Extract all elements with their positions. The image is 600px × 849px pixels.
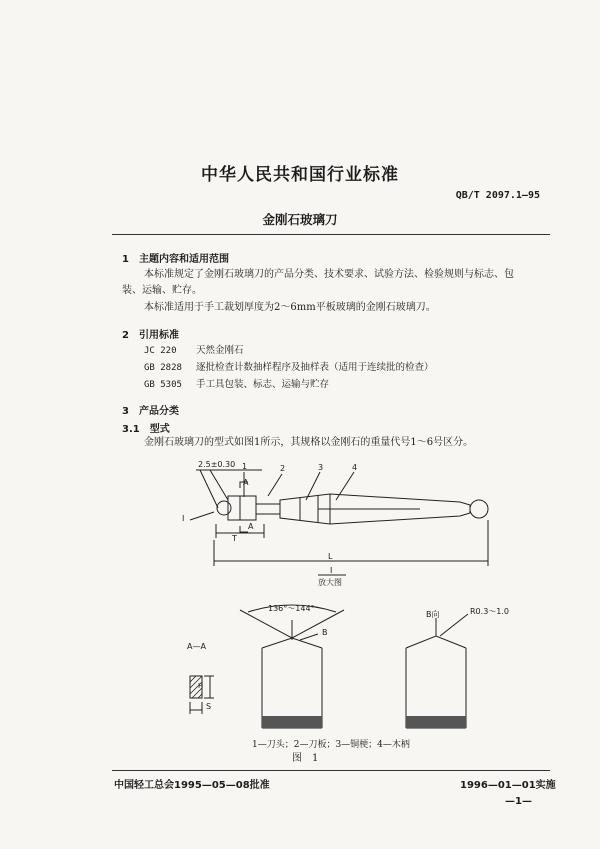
reference-title: 天然金刚石 — [196, 345, 244, 356]
dim-l: L — [328, 552, 333, 561]
section-1-para-1b: 装、运输、贮存。 — [122, 285, 202, 296]
section-3-1-heading: 3.1 型式 — [122, 424, 170, 435]
part-number-3: 3 — [318, 463, 324, 472]
view-b-label: B向 — [426, 610, 440, 619]
document-subtitle: 金刚石玻璃刀 — [262, 212, 338, 227]
standard-code: QB/T 2097.1—95 — [455, 190, 540, 201]
figure-caption: 图 1 — [292, 753, 319, 764]
figure-legend: 1—刀头；2—刀板；3—铜梗；4—木柄 — [252, 740, 410, 750]
section-aa-label: A—A — [187, 642, 206, 651]
angle-label: 136°～144° — [268, 604, 315, 613]
dim-h: H — [198, 682, 204, 690]
part-number-2: 2 — [280, 464, 286, 473]
radius-label: R0.3～1.0 — [470, 607, 510, 616]
section-mark-a-bottom: A — [248, 522, 254, 531]
enlarged-caption: 放大图 — [318, 578, 342, 587]
section-2-heading: 2 引用标准 — [122, 330, 179, 341]
part-number-1: 1 — [242, 462, 248, 471]
enlarged-mark-i: I — [330, 566, 333, 575]
reference-code: GB 5305 — [144, 380, 182, 390]
dim-tip-width: 2.5±0.30 — [198, 460, 236, 469]
part-number-4: 4 — [352, 463, 358, 472]
section-mark-a-top: A — [243, 478, 249, 487]
reference-code: JC 220 — [144, 346, 177, 356]
reference-title: 逐批检查计数抽样程序及抽样表（适用于连续批的检查） — [196, 362, 434, 373]
reference-code: GB 2828 — [144, 363, 182, 373]
standard-title: 中华人民共和国行业标准 — [201, 165, 399, 185]
section-3-heading: 3 产品分类 — [122, 406, 179, 417]
dim-t: T — [232, 534, 237, 543]
page-number: —1— — [505, 796, 532, 807]
dim-s: S — [206, 702, 212, 711]
detail-mark-i: I — [182, 514, 185, 523]
approval-date: 中国轻工总会1995—05—08批准 — [114, 780, 270, 791]
section-3-1-para: 金刚石玻璃刀的型式如图1所示，其规格以金刚石的重量代号1～6号区分。 — [144, 437, 474, 448]
section-1-heading: 1 主题内容和适用范围 — [122, 254, 229, 265]
footer-rule — [112, 770, 550, 771]
section-1-para-1a: 本标准规定了金刚石玻璃刀的产品分类、技术要求、试验方法、检验规则与标志、包 — [144, 269, 514, 280]
effective-date: 1996—01—01实施 — [460, 780, 556, 791]
reference-title: 手工具包装、标志、运输与贮存 — [196, 379, 330, 390]
arrow-b-label: B — [322, 628, 328, 637]
section-1-para-2: 本标准适用于手工裁划厚度为2～6mm平板玻璃的金刚石玻璃刀。 — [144, 302, 436, 313]
